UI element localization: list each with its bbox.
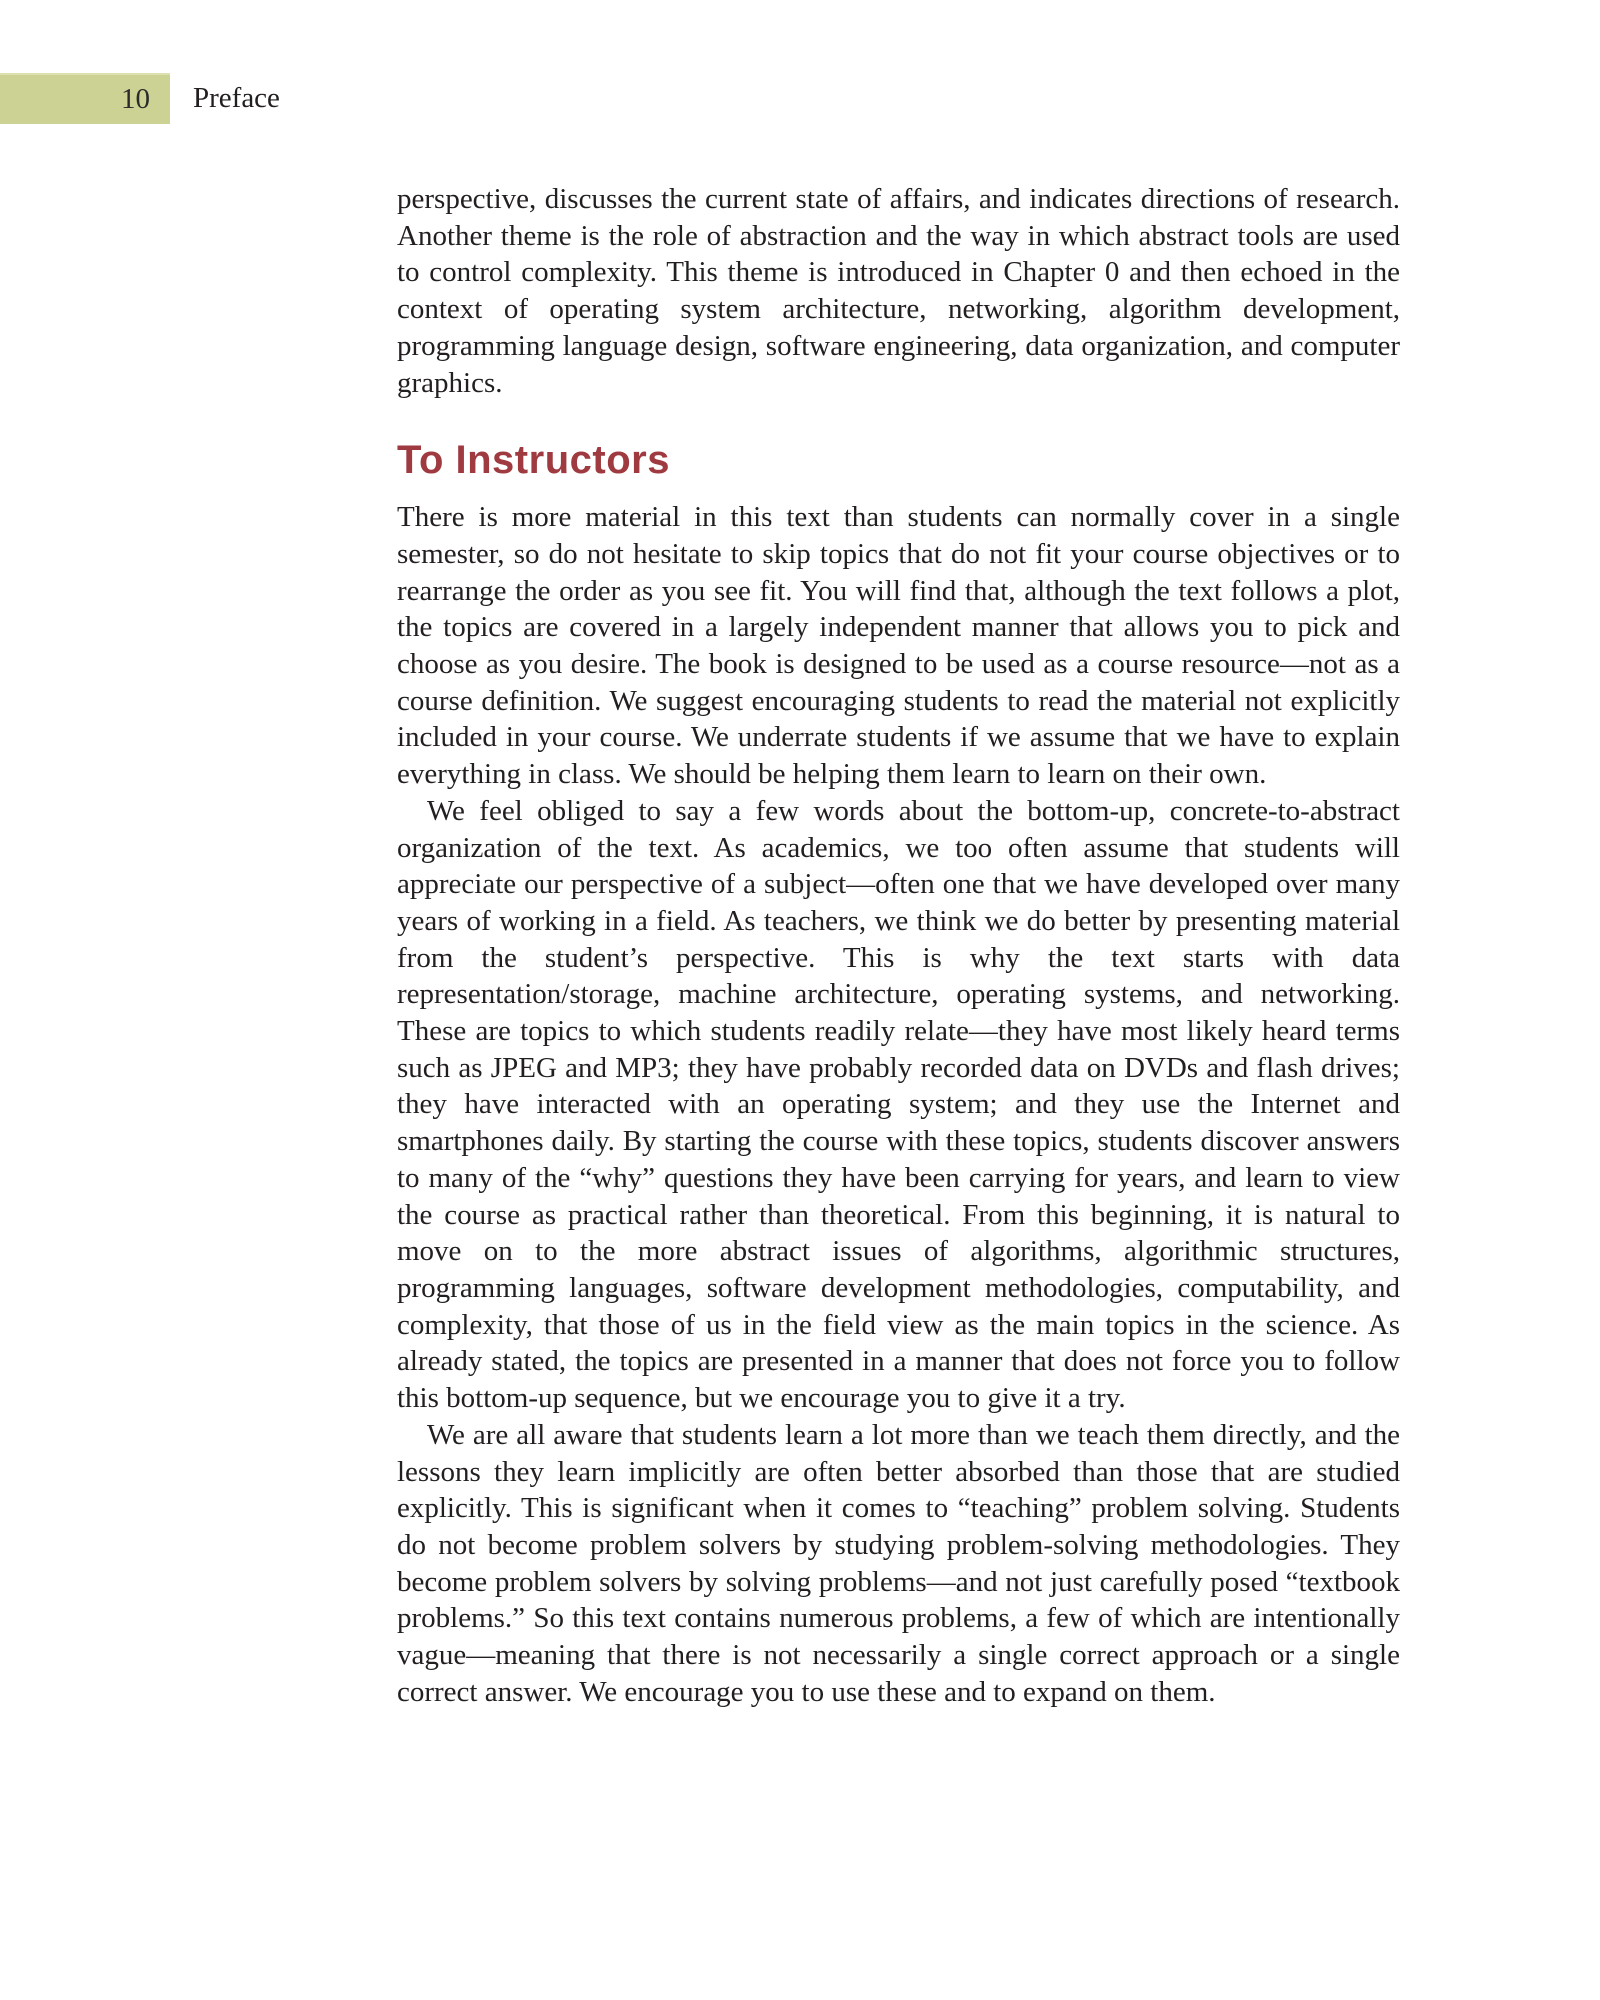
page-number-tab [0,73,170,124]
paragraph: We are all aware that students learn a lot more than we teach them directly, and the lessons they learn implicitly are often better absorbed than those that are studied explicitly. This is significant when it comes to “teaching” problem solving. Students do not become problem solvers by studying problem-solving methodologies. They become problem solvers by solving problems—and not just carefully posed “textbook problems.” So this text contains numerous problems, a few of which are intentionally vague—meaning that there is not necessarily a single correct approach or a single correct answer. We encourage you to use these and to expand on them. [397,1418,1400,1708]
paragraph: There is more material in this text than students can normally cover in a single semester, so do not hesitate to skip topics that do not fit your course objectives or to rearrange the order as you see fit. You will find that, although the text follows a plot, the topics are covered in a largely independent manner that allows you to pick and choose as you desire. The book is designed to be used as a course resource—not as a course definition. We suggest encouraging students to read the material not explicitly included in your course. We underrate students if we assume that we have to explain everything in class. We should be helping them learn to learn on their own. [397,501,1400,791]
paragraph: We feel obliged to say a few words about the bottom-up, concrete-to-abstract organization of the text. As academics, we too often assume that students will appreciate our perspective of a subject—often one that we have developed over many years of working in a field. As teachers, we think we do better by presenting material from the student’s perspective. This is why the text starts with data representation/storage, machine architecture, operating systems, and networking. These are topics to which students readily relate—they have most likely heard terms such as JPEG and MP3; they have probably recorded data on DVDs and flash drives; they have interacted with an operating system; and they use the Internet and smartphones daily. By starting the course with these topics, students discover answers to many of the “why” questions they have been carrying for years, and learn to view the course as practical rather than theoretical. From this beginning, it is natural to move on to the more abstract issues of algorithms, algorithmic structures, programming languages, software development methodologies, computability, and complexity, that those of us in the field view as the main topics in the science. As already stated, the topics are presented in a manner that does not force you to follow this bottom-up sequence, but we encourage you to give it a try. [397,794,1400,1415]
paragraph-continuation: perspective, discusses the current state of affairs, and indicates directions of research. Another theme is the role of abstraction and the way in which abstract tools are used to control complexity. This theme is introduced in Chapter 0 and then echoed in the context of operating system architecture, networking, algorithm development, programming language design, software engineering, data organization, and computer graphics. [397,183,1400,399]
section-heading: To Instructors [397,438,670,483]
page-content [397,181,1400,1710]
page-number: 10 [121,83,150,115]
running-header-title: Preface [193,82,280,114]
